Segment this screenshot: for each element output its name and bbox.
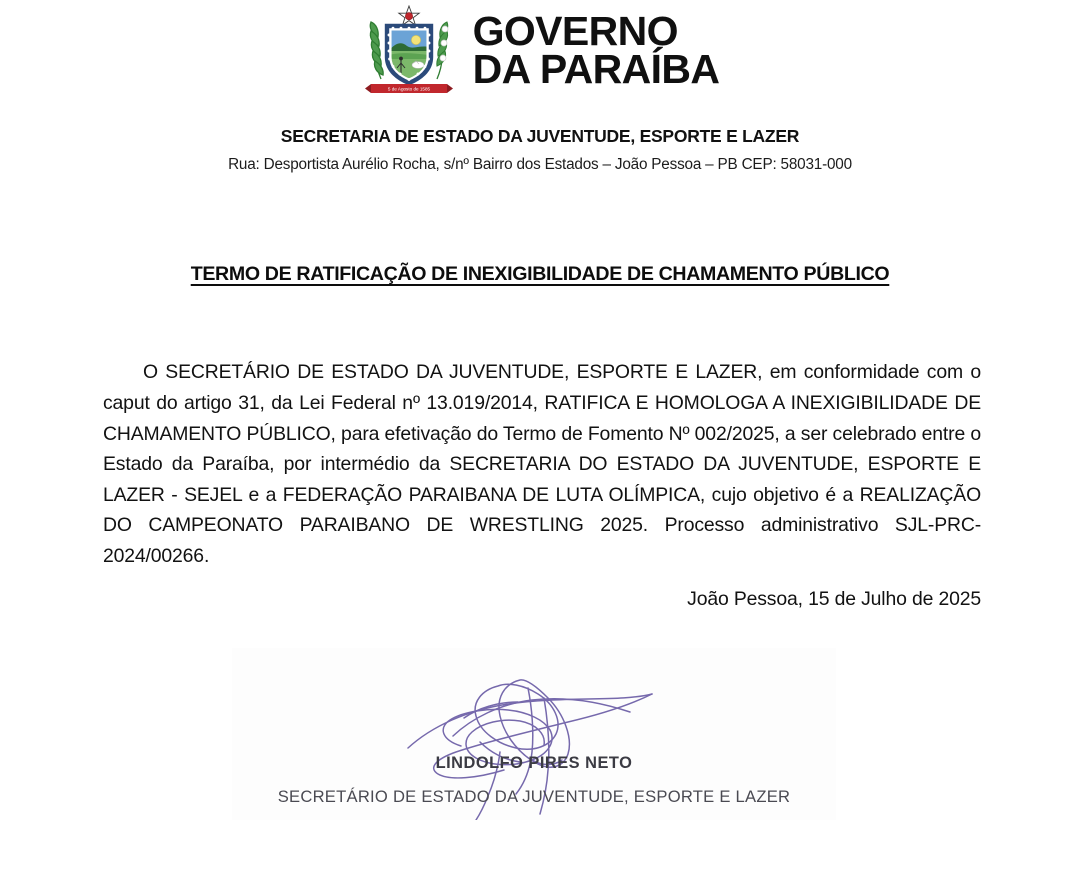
paraiba-coat-of-arms-icon bbox=[361, 5, 457, 97]
coat-of-arms-ribbon bbox=[365, 84, 453, 93]
organization-address: Rua: Desportista Aurélio Rocha, s/nº Bairro dos Estados – João Pessoa – PB CEP: 58031-000 bbox=[228, 156, 852, 173]
signer-name: LINDOLFO PIRES NETO bbox=[435, 754, 633, 772]
document-body-text: O SECRETÁRIO DE ESTADO DA JUVENTUDE, ESPORTE E LAZER, em conformidade com o caput do artigo 31, da Lei Federal nº 13.019/2014, RATIFICA E HOMOLOGA A INEXIGIBILIDADE DE CHAMAMENTO PÚBLICO, para efetivação do Termo de Fomento Nº 002/2025, a ser celebrado entre o Estado da Paraíba, por intermédio da SECRETARIA DO ESTADO DA JUVENTUDE, ESPORTE E LAZER - SEJEL e a FEDERAÇÃO PARAIBANA DE LUTA OLÍMPICA, cujo objetivo é a REALIZAÇÃO DO CAMPEONATO PARAIBANO DE WRESTLING 2025. Processo administrativo SJL-PRC-2024/00266. bbox=[103, 361, 981, 567]
document-title bbox=[0, 263, 1080, 286]
svg-text:5 de Agosto de 1585: 5 de Agosto de 1585 bbox=[387, 86, 430, 92]
signer-title: SECRETÁRIO DE ESTADO DA JUVENTUDE, ESPORTE E LAZER bbox=[277, 787, 791, 806]
government-logo bbox=[0, 0, 1080, 98]
signature-block bbox=[232, 648, 836, 820]
wordmark-line-2: DA PARAÍBA bbox=[472, 46, 720, 92]
date-line: João Pessoa, 15 de Julho de 2025 bbox=[687, 588, 981, 610]
letterhead bbox=[0, 0, 1080, 174]
document-title-underline: TERMO DE RATIFICAÇÃO DE INEXIGIBILIDADE DE CHAMAMENTO PÚBLICO bbox=[190, 263, 890, 286]
organization-name: SECRETARIA DE ESTADO DA JUVENTUDE, ESPORTE E LAZER bbox=[280, 126, 800, 146]
wordmark-line-1: GOVERNO bbox=[472, 8, 678, 55]
government-wordmark bbox=[472, 8, 720, 92]
document-body bbox=[103, 357, 981, 571]
